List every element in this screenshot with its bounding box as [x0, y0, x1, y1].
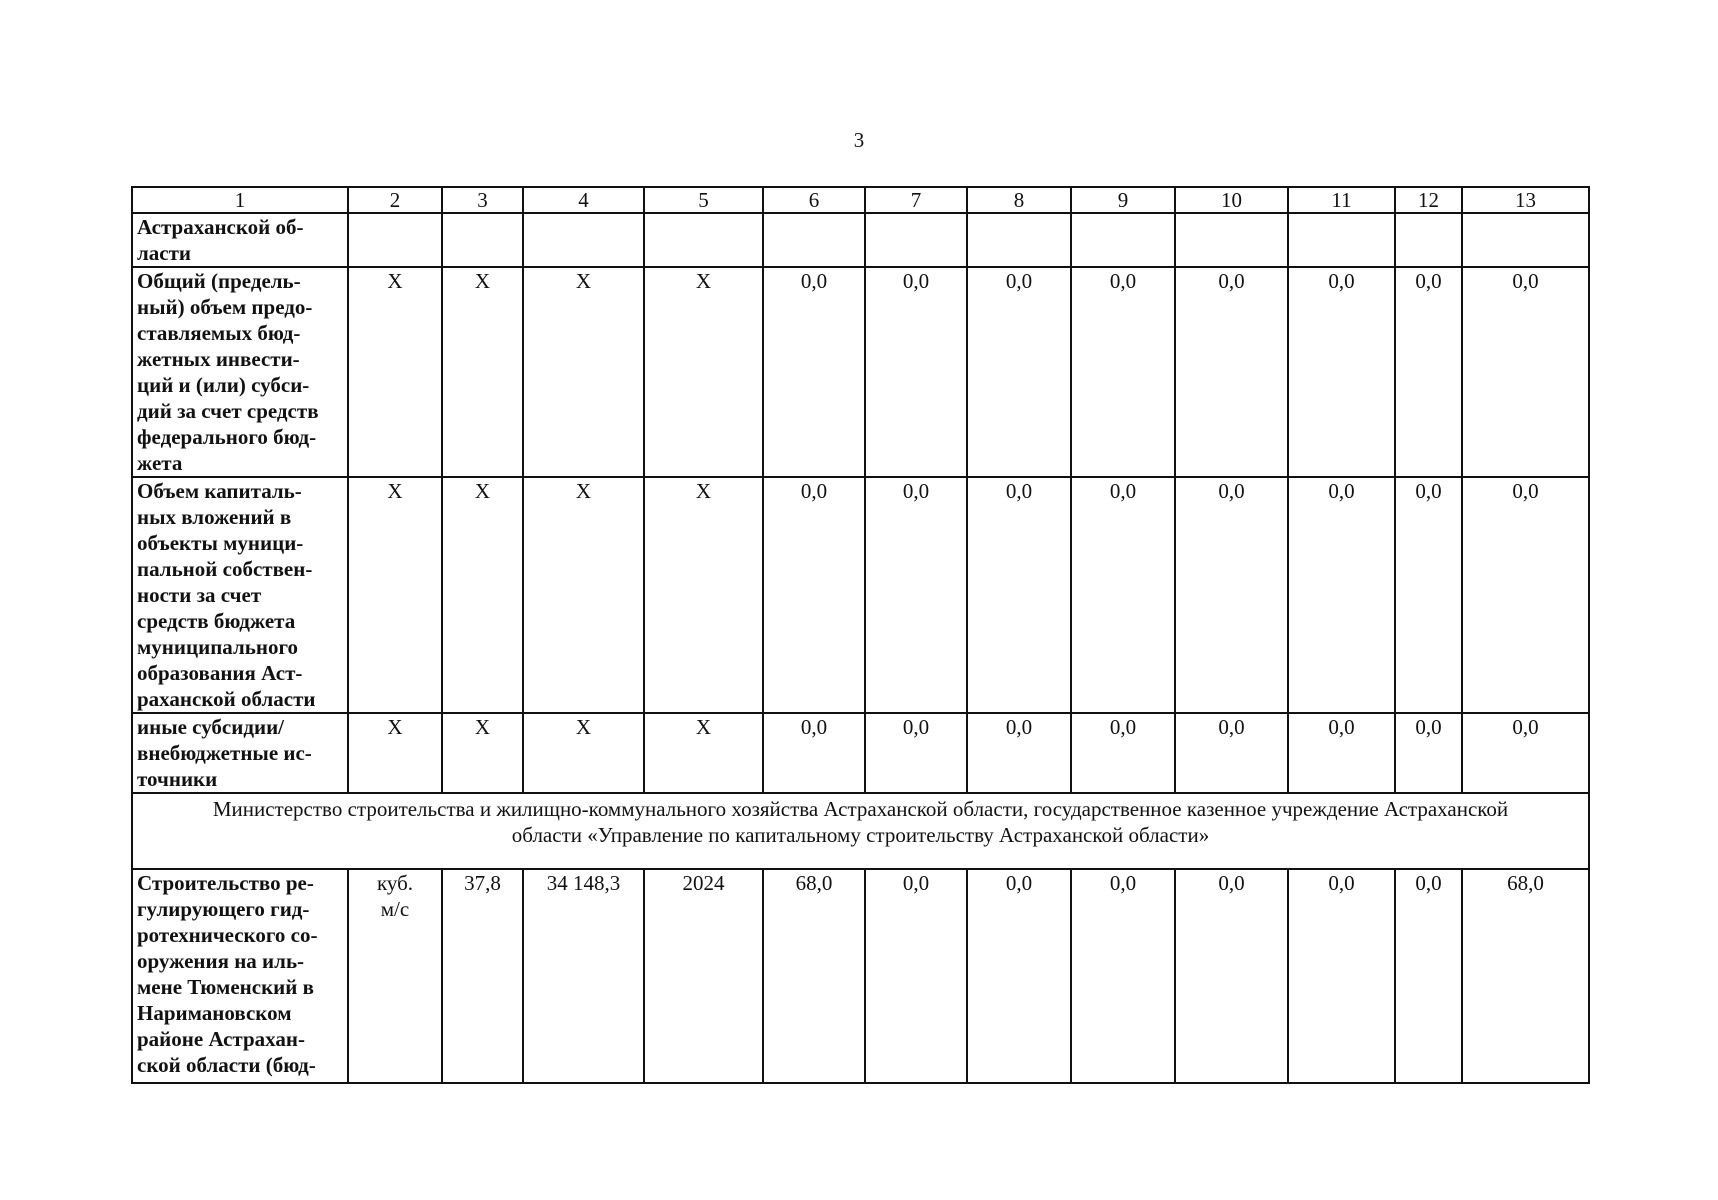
row-label-line: гулирующего гид- [137, 897, 310, 921]
row-label-line: жетных инвести- [137, 347, 300, 371]
row-label-line: ской области (бюд- [137, 1053, 316, 1077]
unit-line: м/с [380, 897, 410, 921]
row-label-line: ный) объем предо- [137, 295, 313, 319]
column-number: 3 [442, 187, 523, 213]
table-cell: Х [442, 477, 523, 713]
row-label [132, 477, 348, 713]
row-label-line: ставляемых бюд- [137, 321, 301, 345]
table-cell: 0,0 [1462, 713, 1589, 793]
row-label-line: федерального бюд- [137, 425, 317, 449]
table-cell: 0,0 [865, 869, 967, 1083]
column-number: 2 [348, 187, 442, 213]
table-row [132, 869, 1589, 1083]
row-label-line: Строительство ре- [137, 871, 314, 895]
table-cell: 0,0 [865, 713, 967, 793]
row-label [132, 213, 348, 267]
column-number: 9 [1071, 187, 1175, 213]
table-cell: Х [644, 713, 763, 793]
row-label-line: ротехнического со- [137, 923, 318, 947]
table-cell: Х [523, 713, 644, 793]
table-cell: 68,0 [1462, 869, 1589, 1083]
table-cell: Х [523, 267, 644, 477]
unit-cell [348, 869, 442, 1083]
table-cell: Х [644, 477, 763, 713]
table-cell: 0,0 [1288, 267, 1395, 477]
row-label-line: ласти [137, 241, 192, 265]
table-cell: 0,0 [1395, 869, 1462, 1083]
table-cell [1071, 213, 1175, 267]
column-number-row [132, 187, 1589, 213]
page-number: 3 [853, 128, 865, 152]
row-label-line: раханской области [137, 687, 316, 711]
investment-table [131, 186, 1590, 1084]
table-cell: Х [348, 267, 442, 477]
table-row [132, 267, 1589, 477]
row-label-line: Объем капиталь- [137, 479, 302, 503]
row-label-line: ных вложений в [137, 505, 292, 529]
section-heading [132, 793, 1589, 869]
row-label-line: ности за счет [137, 583, 262, 607]
row-label-line: средств бюджета [137, 609, 296, 633]
row-label-line: объекты муници- [137, 531, 304, 555]
row-label-line: оружения на иль- [137, 949, 305, 973]
table-cell: 0,0 [763, 267, 865, 477]
table-row [132, 477, 1589, 713]
table-cell: 0,0 [1288, 477, 1395, 713]
table-cell [1288, 213, 1395, 267]
row-label-line: мене Тюменский в [137, 975, 314, 999]
table-cell: 0,0 [1395, 713, 1462, 793]
table-cell: 0,0 [1175, 267, 1288, 477]
row-label-line: Общий (предель- [137, 269, 301, 293]
table-cell: 0,0 [967, 267, 1071, 477]
row-label-line: ций и (или) субси- [137, 373, 310, 397]
table-cell: 0,0 [763, 713, 865, 793]
table-cell: 0,0 [1071, 477, 1175, 713]
table-cell: 37,8 [442, 869, 523, 1083]
row-label-line: Астраханской об- [137, 215, 304, 239]
table-row [132, 713, 1589, 793]
table-cell: 0,0 [967, 477, 1071, 713]
row-label-line: пальной собствен- [137, 557, 313, 581]
section-heading-line: области «Управление по капитальному строительству Астраханской области» [511, 823, 1210, 847]
table-cell: Х [348, 477, 442, 713]
table-cell: 0,0 [967, 869, 1071, 1083]
row-label [132, 713, 348, 793]
column-number: 12 [1395, 187, 1462, 213]
table-cell: 0,0 [1462, 477, 1589, 713]
table-cell: 0,0 [1071, 267, 1175, 477]
column-number: 5 [644, 187, 763, 213]
table-cell: 0,0 [1395, 477, 1462, 713]
table-cell: 0,0 [1462, 267, 1589, 477]
table-cell: 0,0 [865, 477, 967, 713]
row-label-line: районе Астрахан- [137, 1027, 305, 1051]
column-number: 11 [1288, 187, 1395, 213]
table-cell [1462, 213, 1589, 267]
table-cell: 0,0 [1288, 713, 1395, 793]
table-row [132, 213, 1589, 267]
table-cell: 2024 [644, 869, 763, 1083]
row-label-line: муниципального [137, 635, 298, 659]
table-cell [348, 213, 442, 267]
table-cell [763, 213, 865, 267]
column-number: 7 [865, 187, 967, 213]
section-heading-row [132, 793, 1589, 869]
table-cell: 0,0 [1175, 869, 1288, 1083]
table-cell: Х [348, 713, 442, 793]
table-cell: 0,0 [1288, 869, 1395, 1083]
row-label-line: иные субсидии/ [137, 715, 285, 739]
column-number: 13 [1462, 187, 1589, 213]
section-heading-line: Министерство строительства и жилищно-коммунального хозяйства Астраханской области, государственное казенное учреждение Астраханской [212, 797, 1509, 821]
table-cell [523, 213, 644, 267]
row-label-line: Наримановском [137, 1001, 292, 1025]
table-cell: 34 148,3 [523, 869, 644, 1083]
column-number: 8 [967, 187, 1071, 213]
table-cell: 68,0 [763, 869, 865, 1083]
table-cell: 0,0 [967, 713, 1071, 793]
row-label [132, 267, 348, 477]
table-cell: 0,0 [1175, 477, 1288, 713]
table-cell: 0,0 [1395, 267, 1462, 477]
table-cell: 0,0 [1175, 713, 1288, 793]
column-number: 1 [132, 187, 348, 213]
table-cell: Х [644, 267, 763, 477]
row-label [132, 869, 348, 1083]
column-number: 6 [763, 187, 865, 213]
table-cell [644, 213, 763, 267]
table-cell: Х [442, 713, 523, 793]
row-label-line: дий за счет средств [137, 399, 319, 423]
column-number: 10 [1175, 187, 1288, 213]
table-cell [1175, 213, 1288, 267]
table-cell: 0,0 [865, 267, 967, 477]
table-cell [442, 213, 523, 267]
table-cell [865, 213, 967, 267]
table-cell: Х [523, 477, 644, 713]
column-number: 4 [523, 187, 644, 213]
table-cell: 0,0 [763, 477, 865, 713]
row-label-line: точники [137, 767, 218, 791]
row-label-line: жета [137, 451, 183, 475]
table-cell: 0,0 [1071, 713, 1175, 793]
table-cell [1395, 213, 1462, 267]
row-label-line: образования Аст- [137, 661, 303, 685]
unit-line: куб. [376, 871, 414, 895]
table-cell: Х [442, 267, 523, 477]
table-cell: 0,0 [1071, 869, 1175, 1083]
row-label-line: внебюджетные ис- [137, 741, 312, 765]
table-cell [967, 213, 1071, 267]
